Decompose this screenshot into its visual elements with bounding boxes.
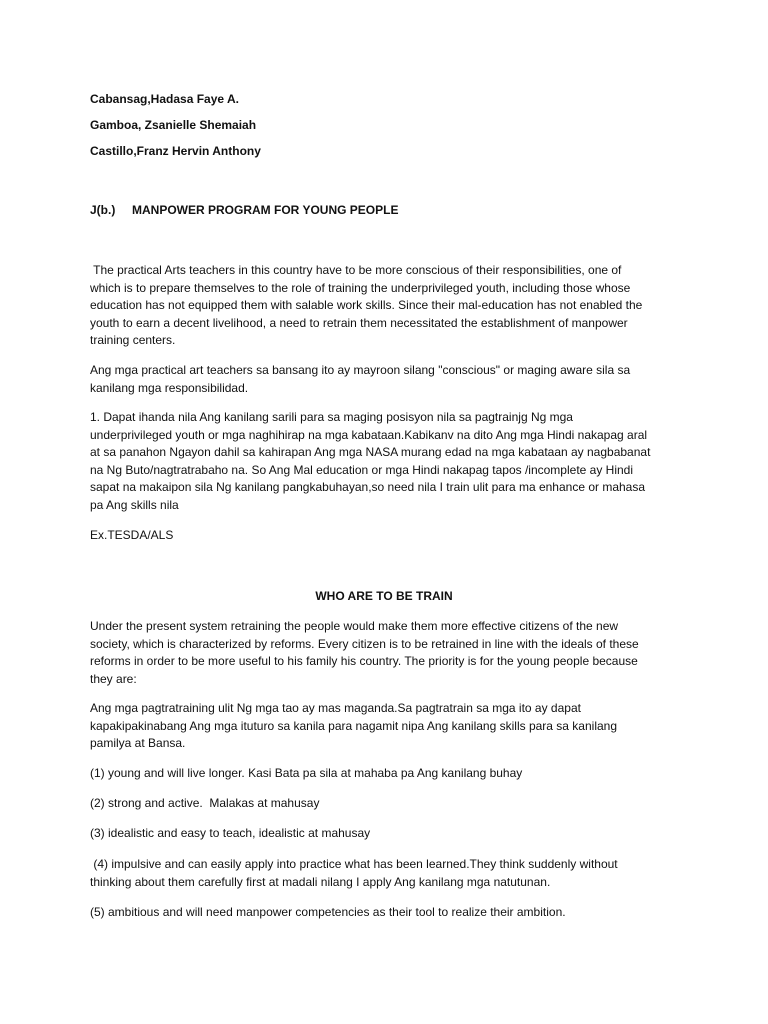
paragraph-line: pa Ang skills nila [90, 497, 179, 512]
section-heading: WHO ARE TO BE TRAIN [315, 589, 453, 603]
reason-item [90, 795, 319, 813]
paragraph-line: na Ng Buto/nagtratrabaho na. So Ang Mal education or mga Hindi nakapag tapos /incomplete ay Hindi [90, 462, 634, 477]
paragraph-line: youth to earn a decent livelihood, a need to retrain them necessitated the establishment of manpower [90, 315, 628, 330]
example-text: Ex.TESDA/ALS [90, 528, 174, 542]
paragraph-line: 1. Dapat ihanda nila Ang kanilang sarili para sa maging posisyon nila sa pagtrainjg Ng mga [90, 410, 573, 424]
section-paragraph [90, 618, 639, 688]
paragraph-line: at sa panahon Ngayon dahil sa kahirapan Ang mga NASA murang edad na mga kabataan ay nagbabanat [90, 445, 651, 459]
paragraph-line: Ang mga practical art teachers sa bansang ito ay mayroon silang "conscious" or maging aware sila sa [90, 363, 631, 377]
paragraph-line: (5) ambitious and will need manpower competencies as their tool to realize their ambition. [90, 905, 566, 919]
title-text: MANPOWER PROGRAM FOR YOUNG PEOPLE [132, 203, 399, 217]
intro-translation [90, 362, 630, 397]
author-name: Castillo,Franz Hervin Anthony [90, 144, 261, 158]
reason-item [90, 904, 566, 922]
paragraph-line: Under the present system retraining the people would make them more effective citizens of the new [90, 619, 619, 633]
paragraph-line: underprivileged youth or mga naghihirap na mga kabataan.Kabikanv na dito Ang mga Hindi nakapag aral [90, 427, 648, 442]
paragraph-line: reforms in order to be more useful to his family his country. The priority is for the young people because [90, 654, 638, 668]
intro-paragraph [90, 262, 642, 350]
paragraph-line: (4) impulsive and can easily apply into practice what has been learned.They think suddenly without [90, 857, 618, 871]
paragraph-line: (1) young and will live longer. Kasi Bata pa sila at mahaba pa Ang kanilang buhay [90, 766, 523, 780]
paragraph-line: (3) idealistic and easy to teach, idealistic at mahusay [90, 826, 371, 840]
paragraph-line: sapat na makaipon sila Ng kanilang pangkabuhayan,so need nila I train ulit para ma enhance or mahasa [90, 480, 646, 494]
reason-item [90, 825, 370, 843]
title-label: J(b.) [90, 203, 116, 217]
paragraph-line: thinking about them carefully first at madali nilang I apply Ang kanilang mga natutunan. [90, 874, 551, 889]
point-one-paragraph [90, 409, 650, 514]
paragraph-line: which is to prepare themselves to the role of training the underprivileged youth, including those whose [90, 280, 631, 295]
paragraph-line: they are: [90, 671, 137, 686]
paragraph-line: kapakipakinabang Ang mga ituturo sa kanila para nagamit nipa Ang kanilang skills para sa kanilang [90, 718, 618, 733]
reason-item [90, 765, 522, 783]
section-translation [90, 700, 617, 753]
reason-item [90, 856, 618, 891]
document-title [90, 202, 398, 220]
author-name: Gamboa, Zsanielle Shemaiah [90, 118, 257, 132]
paragraph-line: kanilang mga responsibilidad. [90, 380, 249, 395]
paragraph-line: training centers. [90, 333, 176, 347]
paragraph-line: pamilya at Bansa. [90, 736, 186, 750]
author-name: Cabansag,Hadasa Faye A. [90, 92, 239, 106]
paragraph-line: society, which is characterized by reforms. Every citizen is to be retrained in line with the ideals of these [90, 636, 639, 651]
paragraph-line: (2) strong and active. Malakas at mahusay [90, 796, 320, 810]
paragraph-line: Ang mga pagtratraining ulit Ng mga tao ay mas maganda.Sa pagtratrain sa mga ito ay dapat [90, 701, 581, 715]
paragraph-line: education has not equipped them with salable work skills. Since their mal-education has not enabled the [90, 298, 643, 312]
paragraph-line: The practical Arts teachers in this country have to be more conscious of their responsibilities, one of [90, 263, 622, 277]
